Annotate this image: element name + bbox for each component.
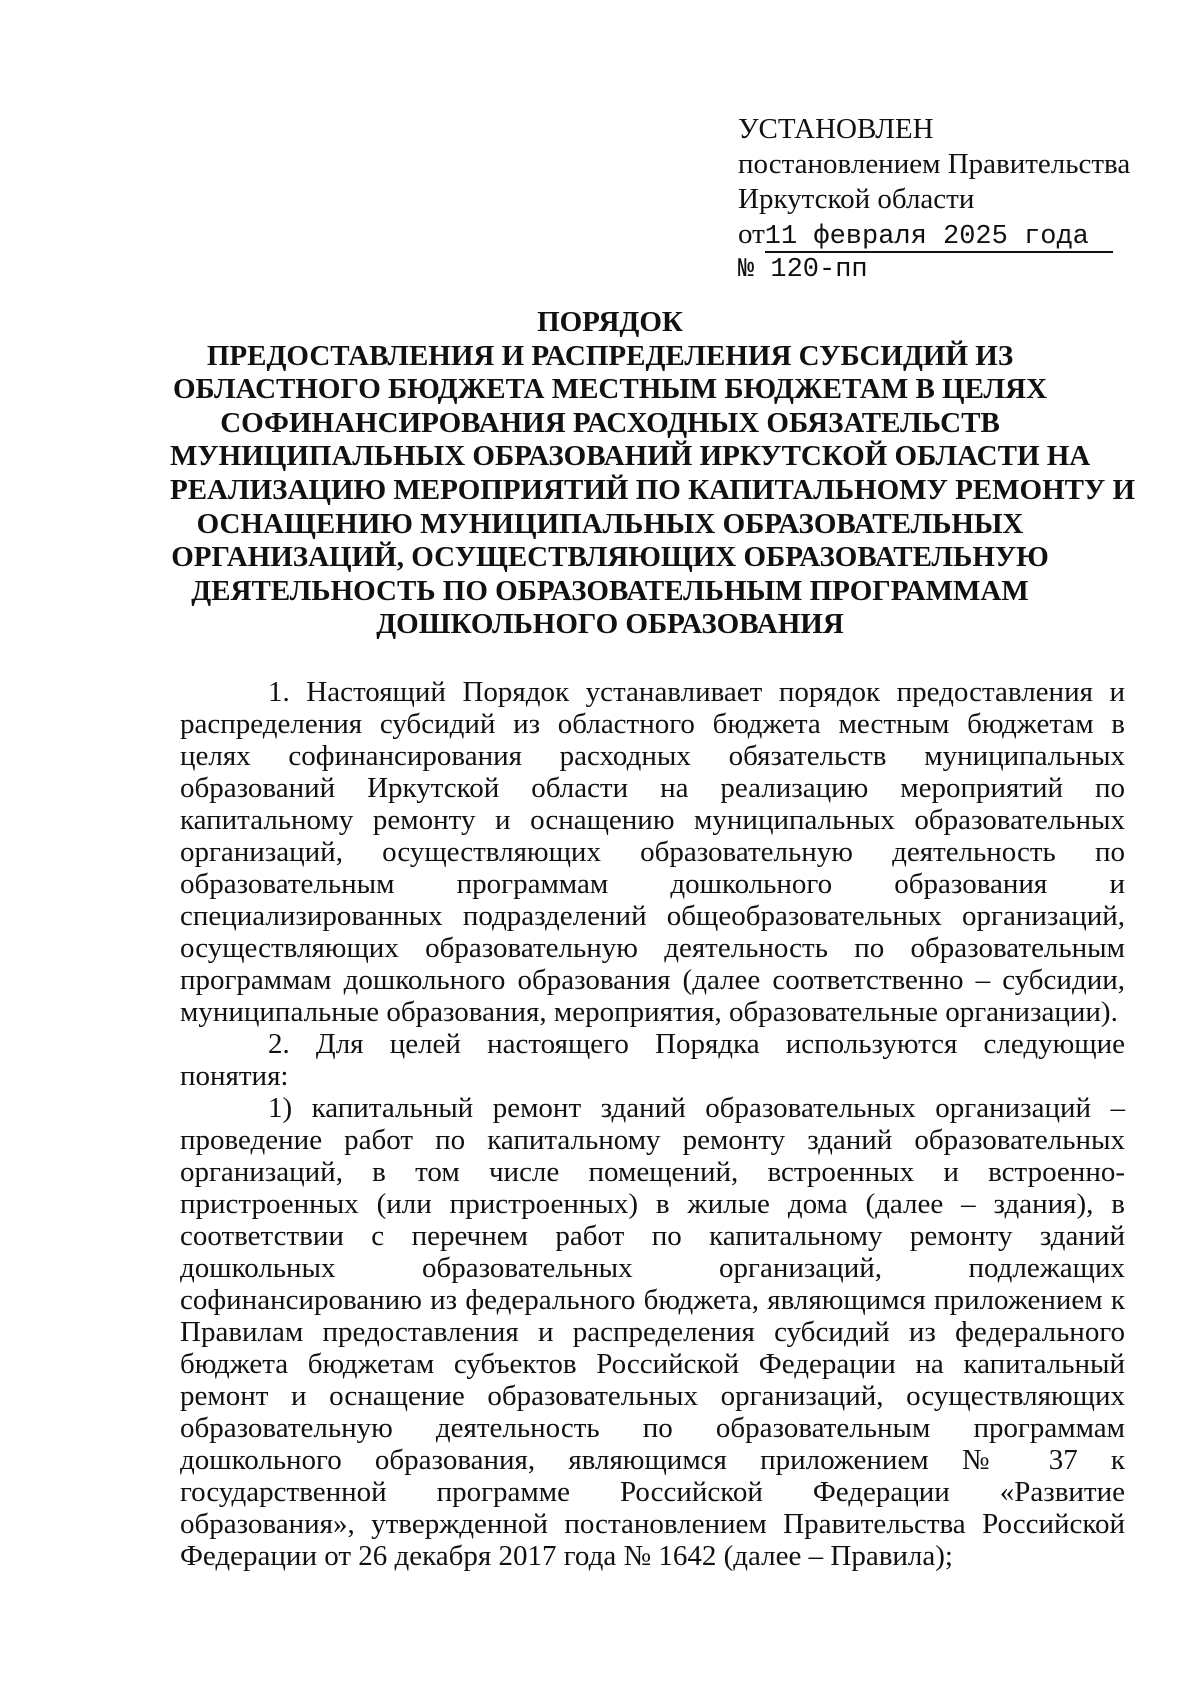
title-line: ОБЛАСТНОГО БЮДЖЕТА МЕСТНЫМ БЮДЖЕТАМ В ЦЕЛЯХ (172, 373, 1048, 406)
title-line: ОРГАНИЗАЦИЙ, ОСУЩЕСТВЛЯЮЩИХ ОБРАЗОВАТЕЛЬНУЮ (171, 541, 1049, 574)
paragraph-2-item-1: 1) капитальный ремонт зданий образовательных организаций – проведение работ по капитальному ремонту зданий образовательных организаций, в том числе помещений, встроенных и встроенно-пристроенных (или пристроенных) в жилые дома (далее – здания), в соответствии с перечнем работ по капитальному ремонту зданий дошкольных образовательных организаций, подлежащих софинансированию из федерального бюджета, являющимся приложением к Правилам предоставления и распределения субсидий из федерального бюджета бюджетам субъектов Российской Федерации на капитальный ремонт и оснащение образовательных организаций, осуществляющих образовательную деятельность по образовательным программам дошкольного образования, являющимся приложением № 37 к государственной программе Российской Федерации «Развитие образования», утвержденной постановлением Правительства Российской Федерации от 26 декабря 2017 года № 1642 (далее – Правила); (180, 1092, 1125, 1572)
approval-date-value: 11 февраля 2025 года (765, 223, 1113, 253)
approval-label: УСТАНОВЛЕН (738, 113, 934, 145)
document-body (180, 676, 1125, 1572)
approval-date-prefix: от (738, 218, 765, 250)
title-line: МУНИЦИПАЛЬНЫХ ОБРАЗОВАНИЙ ИРКУТСКОЙ ОБЛАСТИ НА (170, 440, 1091, 473)
title-line: ДЕЯТЕЛЬНОСТЬ ПО ОБРАЗОВАТЕЛЬНЫМ ПРОГРАММАМ (191, 574, 1029, 607)
title-line: СОФИНАНСИРОВАНИЯ РАСХОДНЫХ ОБЯЗАТЕЛЬСТВ (220, 406, 1000, 439)
document-title (170, 306, 1136, 642)
approval-region: Иркутской области (738, 183, 975, 215)
approval-number: № 120-пп (738, 255, 868, 285)
paragraph-1: 1. Настоящий Порядок устанавливает порядок предоставления и распределения субсидий из областного бюджета местным бюджетам в целях софинансирования расходных обязательств муниципальных образований Иркутской области на реализацию мероприятий по капитальному ремонту и оснащению муниципальных образовательных организаций, осуществляющих образовательную деятельность по образовательным программам дошкольного образования и специализированных подразделений общеобразовательных организаций, осуществляющих образовательную деятельность по образовательным программам дошкольного образования (далее соответственно – субсидии, муниципальные образования, мероприятия, образовательные организации). (180, 676, 1125, 1028)
approval-stamp (738, 112, 1138, 288)
approval-date-line (738, 217, 1138, 253)
title-line: ПРЕДОСТАВЛЕНИЯ И РАСПРЕДЕЛЕНИЯ СУБСИДИЙ ИЗ (206, 339, 1014, 372)
approval-authority: постановлением Правительства (738, 148, 1131, 180)
title-line: ДОШКОЛЬНОГО ОБРАЗОВАНИЯ (376, 608, 844, 641)
paragraph-2: 2. Для целей настоящего Порядка используются следующие понятия: (180, 1028, 1125, 1092)
title-heading: ПОРЯДОК (537, 306, 683, 338)
title-line: ОСНАЩЕНИЮ МУНИЦИПАЛЬНЫХ ОБРАЗОВАТЕЛЬНЫХ (196, 507, 1024, 540)
title-line: РЕАЛИЗАЦИЮ МЕРОПРИЯТИЙ ПО КАПИТАЛЬНОМУ РЕМОНТУ И (170, 473, 1136, 506)
